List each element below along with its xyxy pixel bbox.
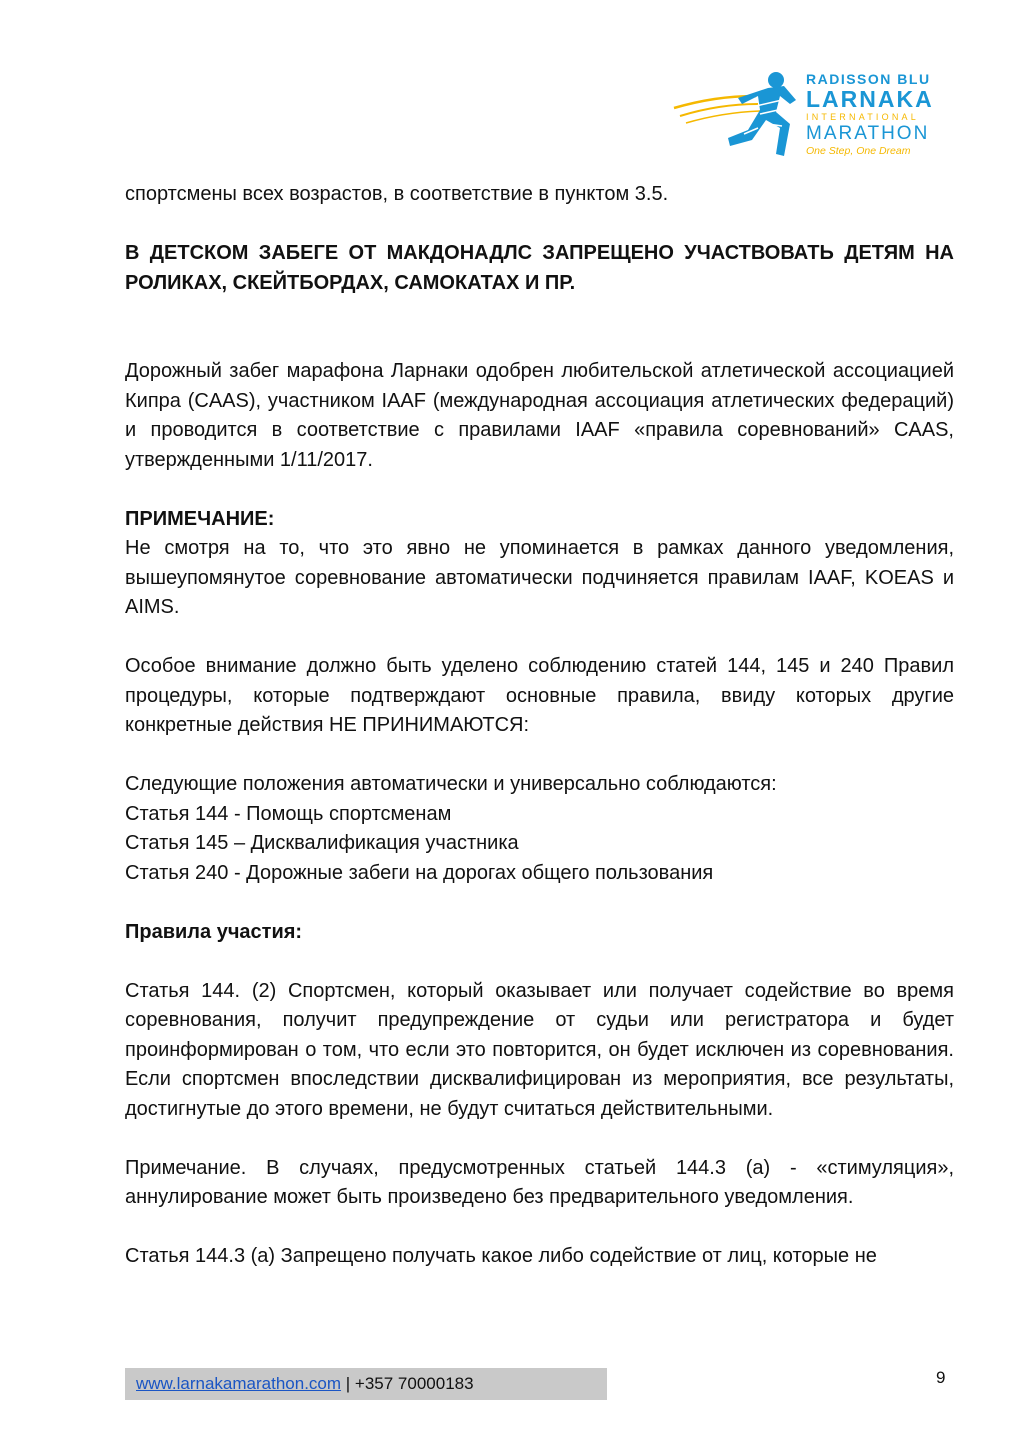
article-144-3-paragraph: Статья 144.3 (a) Запрещено получать какое либо содействие от лиц, которые не <box>125 1245 877 1267</box>
logo-line-international: INTERNATIONAL <box>806 112 919 122</box>
runner-icon <box>672 66 806 162</box>
article-144-line: Статья 144 - Помощь спортсменам <box>125 802 452 825</box>
page-number: 9 <box>936 1368 946 1387</box>
note-heading: ПРИМЕЧАНИЕ: <box>125 507 275 530</box>
logo-line-radisson: RADISSON BLU <box>806 71 931 87</box>
provisions-intro: Следующие положения автоматически и универсально соблюдаются: <box>125 773 777 795</box>
warning-paragraph: В ДЕТСКОМ ЗАБЕГЕ ОТ МАКДОНАДЛС ЗАПРЕЩЕНО УЧАСТВОВАТЬ ДЕТЯМ НА РОЛИКАХ, СКЕЙТБОРДАХ, САМОКАТАХ И ПР. <box>125 242 954 294</box>
article-240-line: Статья 240 - Дорожные забеги на дорогах общего пользования <box>125 861 714 884</box>
footer-bar <box>125 1368 607 1400</box>
stimulation-note-paragraph: Примечание. В случаях, предусмотренных статьей 144.3 (a) - «стимуляция», аннулирование может быть произведено без предварительного уведомления. <box>125 1156 954 1208</box>
logo-line-marathon: MARATHON <box>806 123 930 144</box>
logo-wordmark <box>806 72 934 157</box>
note-paragraph: Не смотря на то, что это явно не упоминается в рамках данного уведомления, вышеупомянутое соревнование автоматически подчиняется правилам IAAF, KOEAS и AIMS. <box>125 537 954 618</box>
footer-separator: | <box>345 1374 351 1393</box>
marathon-logo <box>672 66 934 162</box>
rules-heading: Правила участия: <box>125 920 303 943</box>
website-link[interactable]: www.larnakamarathon.com <box>136 1374 342 1393</box>
article-144-2-paragraph: Статья 144. (2) Спортсмен, который оказывает или получает содействие во время соревнования, получит предупреждение от судьи или регистратора и будет проинформирован о том, что если это повторится, он будет исключен из соревнования. Если спортсмен впоследствии дисквалифицирован из мероприятия, все результаты, достигнутые до этого времени, не будут считаться действительными. <box>125 979 954 1120</box>
intro-paragraph: спортсмены всех возрастов, в соответствие в пунктом 3.5. <box>125 183 669 205</box>
attention-paragraph: Особое внимание должно быть уделено соблюдению статей 144, 145 и 240 Правил процедуры, которые подтверждают основные правила, ввиду которых другие конкретные действия НЕ ПРИНИМАЮТСЯ: <box>125 655 954 736</box>
approval-paragraph: Дорожный забег марафона Ларнаки одобрен любительской атлетической ассоциацией Кипра (CAAS), участником IAAF (международная ассоциация атлетических федераций) и проводится в соответствие с правилами IAAF «правила соревнований» CAAS, утвержденными 1/11/2017. <box>125 360 954 471</box>
article-145-line: Статья 145 – Дисквалификация участника <box>125 832 519 854</box>
footer-phone: +357 70000183 <box>354 1374 474 1393</box>
logo-tagline: One Step, One Dream <box>806 145 911 157</box>
logo-line-larnaka: LARNAKA <box>806 86 934 112</box>
document-body <box>125 180 954 1272</box>
